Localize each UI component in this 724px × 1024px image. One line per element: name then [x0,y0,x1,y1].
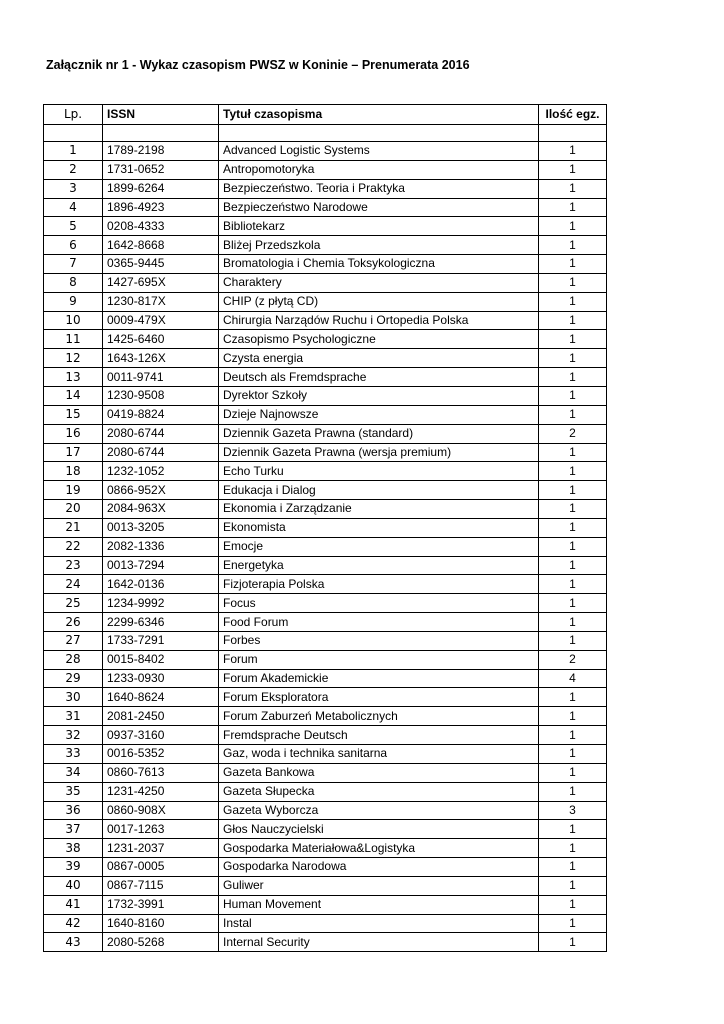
row-number: 31 [44,707,103,726]
table-row [44,669,607,688]
row-number: 20 [44,500,103,519]
table-row [44,462,607,481]
row-title: Forum [219,650,539,669]
header-quantity: Ilość egz. [539,105,607,125]
table-row [44,763,607,782]
row-title: Czasopismo Psychologiczne [219,330,539,349]
row-quantity: 1 [539,330,607,349]
empty-cell [44,125,103,142]
row-quantity: 1 [539,217,607,236]
row-issn: 1234-9992 [103,594,219,613]
table-row [44,820,607,839]
row-title: Instal [219,914,539,933]
table-row [44,481,607,500]
row-issn: 1789-2198 [103,142,219,161]
row-issn: 2080-6744 [103,443,219,462]
row-quantity: 1 [539,575,607,594]
row-number: 7 [44,255,103,274]
row-issn: 0365-9445 [103,255,219,274]
row-quantity: 1 [539,858,607,877]
row-title: Charaktery [219,273,539,292]
row-title: Focus [219,594,539,613]
row-number: 36 [44,801,103,820]
row-number: 19 [44,481,103,500]
table-row [44,707,607,726]
empty-cell [103,125,219,142]
table-row [44,160,607,179]
table-row [44,330,607,349]
row-number: 8 [44,273,103,292]
row-quantity: 1 [539,594,607,613]
row-quantity: 1 [539,386,607,405]
row-issn: 0013-7294 [103,556,219,575]
row-quantity: 4 [539,669,607,688]
row-issn: 1896-4923 [103,198,219,217]
row-issn: 0208-4333 [103,217,219,236]
row-quantity: 1 [539,688,607,707]
empty-cell [539,125,607,142]
row-number: 21 [44,518,103,537]
row-title: Gospodarka Narodowa [219,858,539,877]
row-number: 15 [44,405,103,424]
table-row [44,311,607,330]
row-title: Human Movement [219,895,539,914]
table-row [44,575,607,594]
row-number: 28 [44,650,103,669]
row-title: Deutsch als Fremdsprache [219,368,539,387]
row-title: Forum Zaburzeń Metabolicznych [219,707,539,726]
row-issn: 0867-7115 [103,876,219,895]
row-number: 11 [44,330,103,349]
row-number: 22 [44,537,103,556]
row-number: 33 [44,745,103,764]
row-issn: 1232-1052 [103,462,219,481]
row-issn: 2084-963X [103,500,219,519]
row-quantity: 3 [539,801,607,820]
row-title: Gospodarka Materiałowa&Logistyka [219,839,539,858]
row-number: 2 [44,160,103,179]
row-title: Dyrektor Szkoły [219,386,539,405]
row-title: Dziennik Gazeta Prawna (standard) [219,424,539,443]
row-title: Echo Turku [219,462,539,481]
row-number: 25 [44,594,103,613]
row-issn: 1230-817X [103,292,219,311]
row-number: 42 [44,914,103,933]
row-number: 10 [44,311,103,330]
header-lp: Lp. [44,105,103,125]
row-number: 27 [44,631,103,650]
table-row [44,613,607,632]
table-row [44,726,607,745]
row-quantity: 1 [539,782,607,801]
row-issn: 1732-3991 [103,895,219,914]
row-issn: 1640-8624 [103,688,219,707]
row-number: 43 [44,933,103,952]
row-number: 26 [44,613,103,632]
row-title: Fremdsprache Deutsch [219,726,539,745]
row-number: 30 [44,688,103,707]
page-title: Załącznik nr 1 - Wykaz czasopism PWSZ w Koninie – Prenumerata 2016 [46,58,470,72]
row-quantity: 2 [539,650,607,669]
table-row [44,142,607,161]
row-quantity: 1 [539,405,607,424]
row-issn: 1643-126X [103,349,219,368]
row-number: 39 [44,858,103,877]
row-number: 1 [44,142,103,161]
row-quantity: 1 [539,876,607,895]
row-title: Gazeta Wyborcza [219,801,539,820]
table-row [44,500,607,519]
table-row [44,839,607,858]
table-row [44,650,607,669]
row-issn: 1640-8160 [103,914,219,933]
row-title: Internal Security [219,933,539,952]
empty-row [44,125,607,142]
row-title: Forum Eksploratora [219,688,539,707]
row-quantity: 1 [539,462,607,481]
row-quantity: 1 [539,537,607,556]
row-title: Głos Nauczycielski [219,820,539,839]
row-quantity: 1 [539,142,607,161]
table-row [44,292,607,311]
row-issn: 1899-6264 [103,179,219,198]
table-row [44,801,607,820]
row-issn: 2080-6744 [103,424,219,443]
row-title: Bliżej Przedszkola [219,236,539,255]
row-title: Dzieje Najnowsze [219,405,539,424]
row-quantity: 1 [539,198,607,217]
row-quantity: 2 [539,424,607,443]
row-quantity: 1 [539,745,607,764]
row-title: Forum Akademickie [219,669,539,688]
row-number: 32 [44,726,103,745]
row-title: Ekonomia i Zarządzanie [219,500,539,519]
table-row [44,688,607,707]
row-title: Bezpieczeństwo. Teoria i Praktyka [219,179,539,198]
row-number: 24 [44,575,103,594]
row-title: Edukacja i Dialog [219,481,539,500]
row-issn: 0866-952X [103,481,219,500]
table-row [44,443,607,462]
row-quantity: 1 [539,726,607,745]
row-issn: 0015-8402 [103,650,219,669]
row-quantity: 1 [539,273,607,292]
row-quantity: 1 [539,179,607,198]
table-row [44,745,607,764]
row-issn: 0419-8824 [103,405,219,424]
row-title: Fizjoterapia Polska [219,575,539,594]
row-number: 40 [44,876,103,895]
row-quantity: 1 [539,556,607,575]
row-number: 16 [44,424,103,443]
row-issn: 2299-6346 [103,613,219,632]
row-quantity: 1 [539,292,607,311]
row-issn: 1642-0136 [103,575,219,594]
row-number: 14 [44,386,103,405]
journals-table [43,104,607,952]
table-header-row [44,105,607,125]
table-row [44,594,607,613]
row-issn: 0013-3205 [103,518,219,537]
table-row [44,518,607,537]
row-quantity: 1 [539,443,607,462]
row-title: Gaz, woda i technika sanitarna [219,745,539,764]
row-number: 4 [44,198,103,217]
row-quantity: 1 [539,368,607,387]
row-quantity: 1 [539,613,607,632]
row-quantity: 1 [539,236,607,255]
table-row [44,368,607,387]
table-row [44,179,607,198]
table-body [44,125,607,952]
table-row [44,556,607,575]
table-row [44,236,607,255]
row-number: 5 [44,217,103,236]
row-issn: 2080-5268 [103,933,219,952]
row-issn: 0017-1263 [103,820,219,839]
row-quantity: 1 [539,839,607,858]
row-quantity: 1 [539,500,607,519]
row-title: Gazeta Bankowa [219,763,539,782]
row-quantity: 1 [539,311,607,330]
row-number: 34 [44,763,103,782]
row-title: Dziennik Gazeta Prawna (wersja premium) [219,443,539,462]
row-issn: 1231-2037 [103,839,219,858]
row-quantity: 1 [539,820,607,839]
row-issn: 1427-695X [103,273,219,292]
row-title: Antropomotoryka [219,160,539,179]
row-title: CHIP (z płytą CD) [219,292,539,311]
header-issn: ISSN [103,105,219,125]
table-row [44,876,607,895]
row-number: 12 [44,349,103,368]
row-title: Advanced Logistic Systems [219,142,539,161]
table-row [44,405,607,424]
row-number: 23 [44,556,103,575]
row-issn: 1731-0652 [103,160,219,179]
header-title: Tytuł czasopisma [219,105,539,125]
row-issn: 0860-908X [103,801,219,820]
row-issn: 0867-0005 [103,858,219,877]
row-issn: 0009-479X [103,311,219,330]
row-quantity: 1 [539,914,607,933]
row-issn: 0016-5352 [103,745,219,764]
row-number: 9 [44,292,103,311]
row-quantity: 1 [539,518,607,537]
table-row [44,858,607,877]
table-row [44,217,607,236]
table-row [44,537,607,556]
table-row [44,349,607,368]
row-quantity: 1 [539,349,607,368]
row-quantity: 1 [539,255,607,274]
row-number: 41 [44,895,103,914]
row-quantity: 1 [539,481,607,500]
row-quantity: 1 [539,933,607,952]
table-row [44,255,607,274]
row-number: 3 [44,179,103,198]
row-number: 35 [44,782,103,801]
row-issn: 1230-9508 [103,386,219,405]
table-row [44,273,607,292]
row-issn: 1231-4250 [103,782,219,801]
row-title: Forbes [219,631,539,650]
row-number: 6 [44,236,103,255]
table-row [44,933,607,952]
row-number: 37 [44,820,103,839]
row-issn: 0011-9741 [103,368,219,387]
row-number: 29 [44,669,103,688]
row-number: 38 [44,839,103,858]
row-number: 18 [44,462,103,481]
row-number: 17 [44,443,103,462]
row-title: Bibliotekarz [219,217,539,236]
table-row [44,631,607,650]
row-quantity: 1 [539,895,607,914]
table-row [44,914,607,933]
row-title: Guliwer [219,876,539,895]
row-issn: 1733-7291 [103,631,219,650]
row-title: Chirurgia Narządów Ruchu i Ortopedia Polska [219,311,539,330]
row-issn: 1425-6460 [103,330,219,349]
table-row [44,424,607,443]
row-title: Emocje [219,537,539,556]
row-issn: 2081-2450 [103,707,219,726]
row-number: 13 [44,368,103,387]
row-title: Czysta energia [219,349,539,368]
row-issn: 0937-3160 [103,726,219,745]
row-quantity: 1 [539,707,607,726]
table-row [44,198,607,217]
row-title: Energetyka [219,556,539,575]
table-row [44,895,607,914]
row-quantity: 1 [539,160,607,179]
row-issn: 1642-8668 [103,236,219,255]
table-row [44,782,607,801]
row-quantity: 1 [539,631,607,650]
row-title: Food Forum [219,613,539,632]
table-row [44,386,607,405]
row-title: Bezpieczeństwo Narodowe [219,198,539,217]
row-title: Ekonomista [219,518,539,537]
row-issn: 1233-0930 [103,669,219,688]
row-title: Gazeta Słupecka [219,782,539,801]
row-quantity: 1 [539,763,607,782]
empty-cell [219,125,539,142]
row-issn: 2082-1336 [103,537,219,556]
row-issn: 0860-7613 [103,763,219,782]
row-title: Bromatologia i Chemia Toksykologiczna [219,255,539,274]
